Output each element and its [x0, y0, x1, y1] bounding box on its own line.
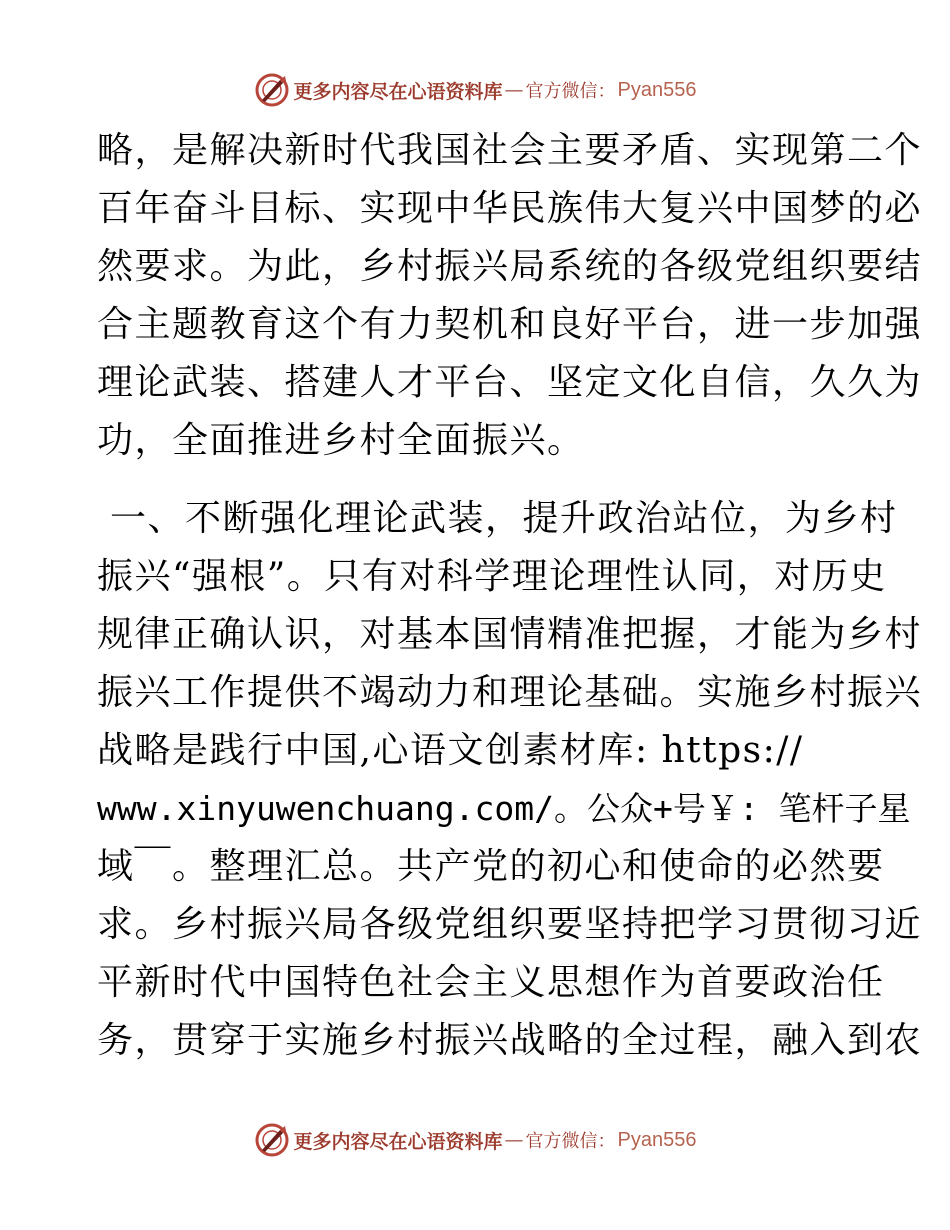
text-line: 求。乡村振兴局各级党组织要坚持把学习贯彻习近	[97, 904, 923, 945]
text-line: 规律正确认识，对基本国情精准把握，才能为乡村	[97, 614, 923, 655]
quill-logo-icon	[254, 72, 290, 108]
official-label: 官方微信：	[525, 81, 616, 102]
text-line: 振兴工作提供不竭动力和理论基础。实施乡村振兴	[97, 672, 923, 713]
text-line: 战略是践行中国,心语文创素材库: https://	[97, 730, 804, 771]
paragraph-2	[97, 490, 923, 1070]
document-body	[97, 122, 923, 1070]
paragraph-1	[97, 122, 923, 470]
official-label: 官方微信：	[525, 1131, 616, 1152]
text-line: 理论武装、搭建人才平台、坚定文化自信，久久为	[97, 362, 923, 403]
text-line: 一、不断强化理论武装，提升政治站位，为乡村	[97, 498, 898, 539]
text-line: 功，全面推进乡村全面振兴。	[97, 420, 585, 461]
text-line: 平新时代中国特色社会主义思想作为首要政治任	[97, 962, 885, 1003]
paragraph-gap	[97, 470, 857, 490]
banner-dash: —	[504, 79, 524, 101]
quill-logo-icon	[254, 1122, 290, 1158]
text-line-url: www.xinyuwenchuang.com/。公众+号￥: 笔杆子星	[97, 789, 911, 828]
text-line: 百年奋斗目标、实现中华民族伟大复兴中国梦的必	[97, 188, 923, 229]
text-line: 振兴“强根”。只有对科学理论理性认同，对历史	[97, 556, 887, 597]
promo-text: 更多内容尽在心语资料库	[293, 80, 503, 103]
wechat-id: Pyan556	[617, 78, 697, 101]
promo-text: 更多内容尽在心语资料库	[293, 1130, 503, 1153]
text-line: 务，贯穿于实施乡村振兴战略的全过程，融入到农	[97, 1020, 923, 1061]
text-line: 域￣。整理汇总。共产党的初心和使命的必然要	[97, 846, 885, 887]
header-banner	[0, 70, 950, 110]
wechat-id: Pyan556	[617, 1128, 697, 1151]
footer-banner	[0, 1120, 950, 1160]
text-line: 然要求。为此，乡村振兴局系统的各级党组织要结	[97, 246, 923, 287]
banner-dash: —	[504, 1129, 524, 1151]
text-line: 略，是解决新时代我国社会主要矛盾、实现第二个	[97, 130, 923, 171]
text-line: 合主题教育这个有力契机和良好平台，进一步加强	[97, 304, 923, 345]
